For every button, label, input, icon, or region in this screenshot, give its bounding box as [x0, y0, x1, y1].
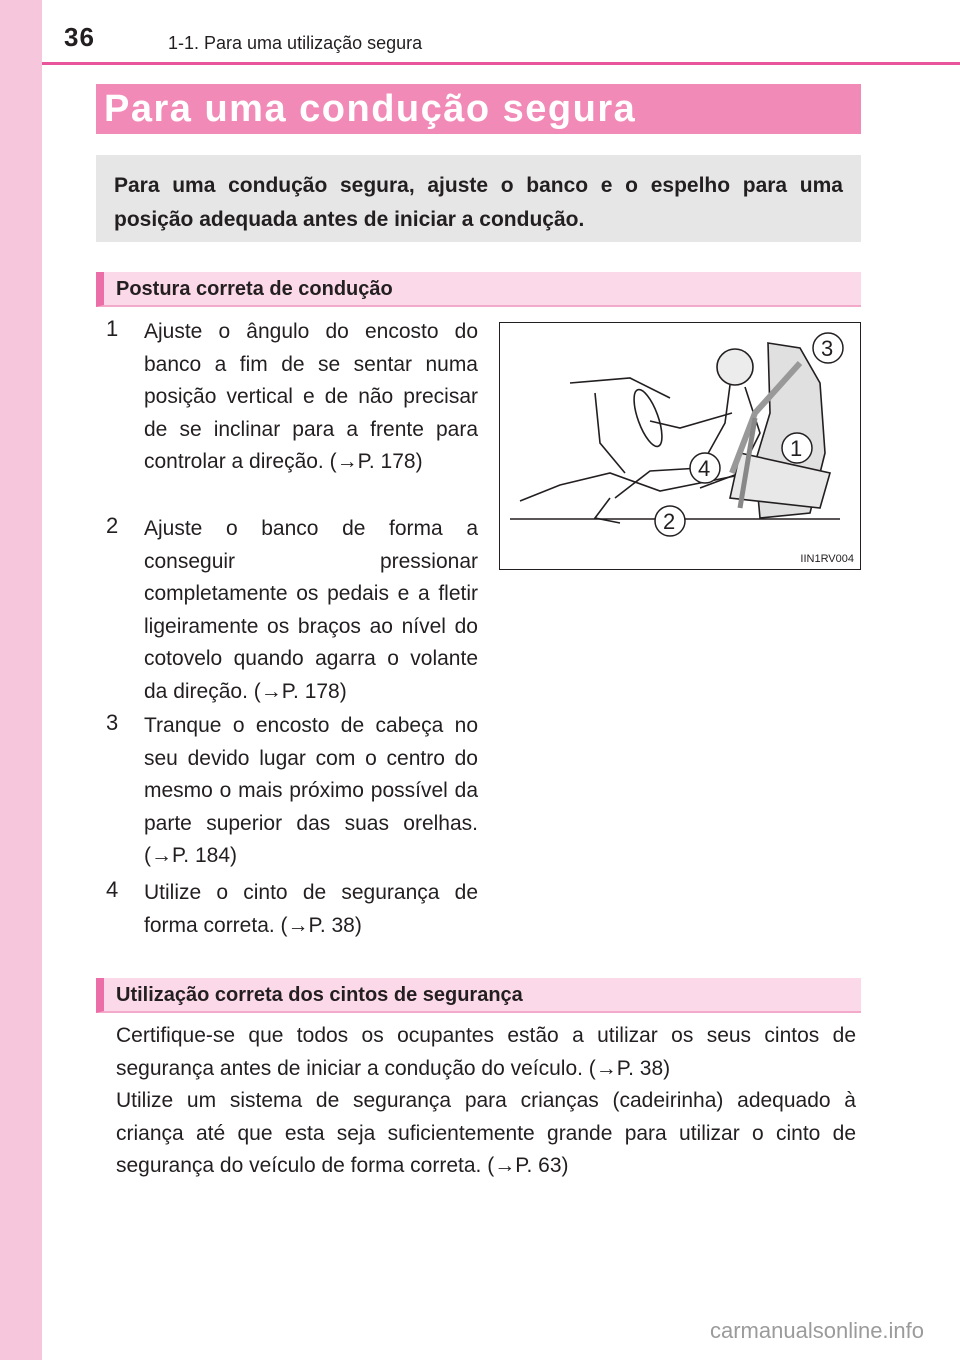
callout-label: 2	[663, 509, 676, 534]
intro-box	[96, 155, 861, 242]
callout-label: 3	[821, 336, 834, 361]
callout-label: 4	[698, 456, 711, 481]
item-text: Tranque o encosto de cabeça no seu devido lugar com o centro do mesmo o mais próximo possível da parte superior das suas orelhas. (→P. 184)	[144, 714, 478, 867]
paragraph: Certifique-se que todos os ocupantes estão a utilizar os seus cintos de segurança antes de iniciar a condução do veículo. (→P. 38)	[116, 1024, 856, 1080]
item-number: 4	[106, 877, 119, 902]
paragraph: Utilize um sistema de segurança para crianças (cadeirinha) adequado à criança até que esta seja suficientemente grande para utilizar o cinto de segurança do veículo de forma correta. (→P. 63)	[116, 1089, 856, 1177]
item-number: 1	[106, 316, 119, 341]
item-text: Ajuste o banco de forma a conseguir pressionar completamente os pedais e a fletir ligeiramente os braços ao nível do cotovelo quando agarra o volante da direção. (→P. 178)	[144, 517, 478, 703]
list-item	[106, 316, 478, 479]
page-title: Para uma condução segura	[96, 84, 861, 134]
illustration-code: IIN1RV004	[800, 553, 854, 565]
intro-text: Para uma condução segura, ajuste o banco e o espelho para uma posição adequada antes de iniciar a condução.	[114, 174, 843, 231]
watermark: carmanualsonline.info	[710, 1318, 925, 1343]
list-item	[106, 513, 478, 708]
section-heading-seatbelts: Utilização correta dos cintos de segurança	[96, 978, 861, 1013]
list-item	[106, 877, 478, 942]
section-heading-posture: Postura correta de condução	[96, 272, 861, 307]
item-text: Ajuste o ângulo do encosto do banco a fim de se sentar numa posição vertical e de não precisar de se inclinar para a frente para controlar a direção. (→P. 178)	[144, 320, 478, 473]
list-item	[106, 710, 478, 873]
page-number: 36	[64, 22, 95, 52]
item-text: Utilize o cinto de segurança de forma correta. (→P. 38)	[144, 881, 478, 937]
callout-label: 1	[790, 436, 803, 461]
side-strip	[0, 0, 42, 1360]
driver-seat-figure	[500, 323, 859, 568]
chapter-title: 1-1. Para uma utilização segura	[168, 33, 423, 53]
item-number: 2	[106, 513, 119, 538]
item-number: 3	[106, 710, 119, 735]
header-rule	[42, 62, 960, 65]
driving-posture-illustration	[499, 322, 861, 570]
